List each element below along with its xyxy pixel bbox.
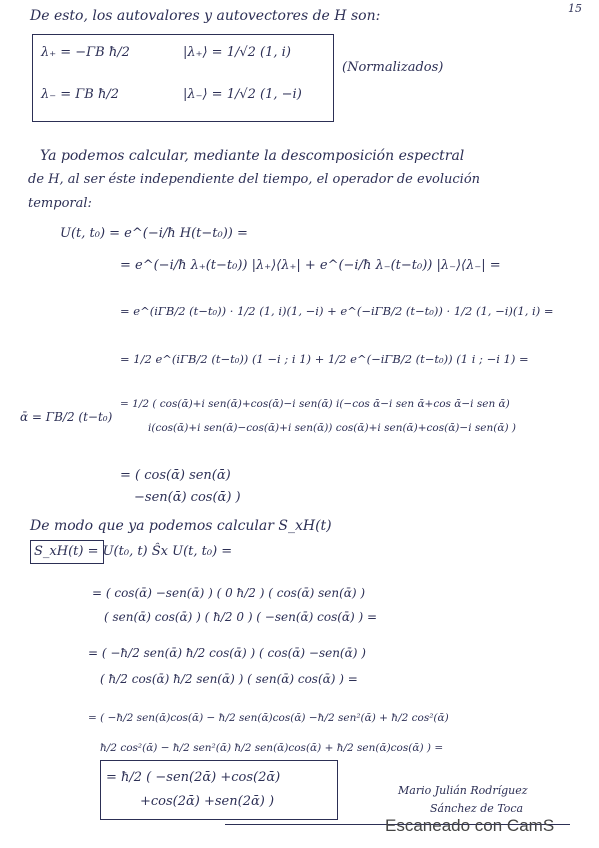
equation-expanded-row1: = 1/2 ( cos(ᾱ)+i sen(ᾱ)+cos(ᾱ)−i sen(ᾱ) i(−cos ᾱ−i sen ᾱ+cos ᾱ−i sen ᾱ) (120, 398, 510, 410)
heisenberg-step3-row1: = ( −ħ/2 sen(ᾱ)cos(ᾱ) − ħ/2 sen(ᾱ)cos(ᾱ) −ħ/2 sen²(ᾱ) + ħ/2 cos²(ᾱ) (88, 712, 449, 724)
heisenberg-product-row1: = ( cos(ᾱ) −sen(ᾱ) ) ( 0 ħ/2 ) ( cos(ᾱ) sen(ᾱ) ) (92, 586, 366, 600)
alpha-definition: ᾱ = ΓB/2 (t−t₀) (20, 410, 113, 424)
scanner-watermark: Escaneado con CamS (385, 816, 555, 835)
rotation-matrix-row2: −sen(ᾱ) cos(ᾱ) ) (134, 490, 241, 505)
paragraph1-line2: de H, al ser éste independiente del tiempo, el operador de evolución (28, 172, 481, 187)
paragraph2: De modo que ya podemos calcular S_xH(t) (30, 518, 332, 534)
paragraph1-line3: temporal: (28, 196, 92, 211)
eigen-box (32, 34, 334, 122)
heisenberg-definition: S_xH(t) = U(t₀, t) Ŝx U(t, t₀) = (34, 544, 233, 559)
equation-matrices: = 1/2 e^(iΓB/2 (t−t₀)) (1 −i ; i 1) + 1/2 e^(−iΓB/2 (t−t₀)) (1 i ; −i 1) = (120, 352, 529, 366)
heisenberg-step2-row1: = ( −ħ/2 sen(ᾱ) ħ/2 cos(ᾱ) ) ( cos(ᾱ) −sen(ᾱ) ) (88, 646, 366, 660)
equation-spectral: = e^(−i/ħ λ₊(t−t₀)) |λ₊⟩⟨λ₊| + e^(−i/ħ λ₋(t−t₀)) |λ₋⟩⟨λ₋| = (120, 258, 501, 273)
result-box (100, 760, 338, 820)
signature-surname: Sánchez de Toca (430, 802, 524, 815)
equation-projectors: = e^(iΓB/2 (t−t₀)) · 1/2 (1, i)(1, −i) + e^(−iΓB/2 (t−t₀)) · 1/2 (1, −i)(1, i) = (120, 304, 554, 318)
eigenvalue-minus: λ₋ = ΓB ħ/2 (41, 87, 119, 102)
eigenvalue-plus: λ₊ = −ΓB ħ/2 (41, 45, 130, 60)
result-row2: +cos(2ᾱ) +sen(2ᾱ) ) (140, 794, 275, 809)
heisenberg-step2-row2: ( ħ/2 cos(ᾱ) ħ/2 sen(ᾱ) ) ( sen(ᾱ) cos(ᾱ) ) = (100, 672, 358, 686)
eigenvector-plus: |λ₊⟩ = 1/√2 (1, i) (183, 45, 291, 60)
equation-expanded-row2: i(cos(ᾱ)+i sen(ᾱ)−cos(ᾱ)+i sen(ᾱ)) cos(ᾱ)+i sen(ᾱ)+cos(ᾱ)−i sen(ᾱ) ) (148, 422, 516, 434)
heisenberg-product-row2: ( sen(ᾱ) cos(ᾱ) ) ( ħ/2 0 ) ( −sen(ᾱ) cos(ᾱ) ) = (104, 610, 378, 624)
paragraph1-line1: Ya podemos calcular, mediante la descomposición espectral (40, 148, 465, 164)
normalized-note: (Normalizados) (342, 60, 444, 75)
equation-evolution: U(t, t₀) = e^(−i/ħ H(t−t₀)) = (60, 226, 248, 241)
heisenberg-step3-row2: ħ/2 cos²(ᾱ) − ħ/2 sen²(ᾱ) ħ/2 sen(ᾱ)cos(ᾱ) + ħ/2 sen(ᾱ)cos(ᾱ) ) = (100, 742, 444, 754)
signature-name: Mario Julián Rodríguez (398, 784, 528, 797)
eigenvector-minus: |λ₋⟩ = 1/√2 (1, −i) (183, 87, 302, 102)
rotation-matrix-row1: = ( cos(ᾱ) sen(ᾱ) (120, 468, 231, 483)
intro-text: De esto, los autovalores y autovectores de H son: (30, 8, 381, 24)
page-number: 15 (568, 2, 582, 15)
result-row1: = ħ/2 ( −sen(2ᾱ) +cos(2ᾱ) (106, 770, 281, 785)
